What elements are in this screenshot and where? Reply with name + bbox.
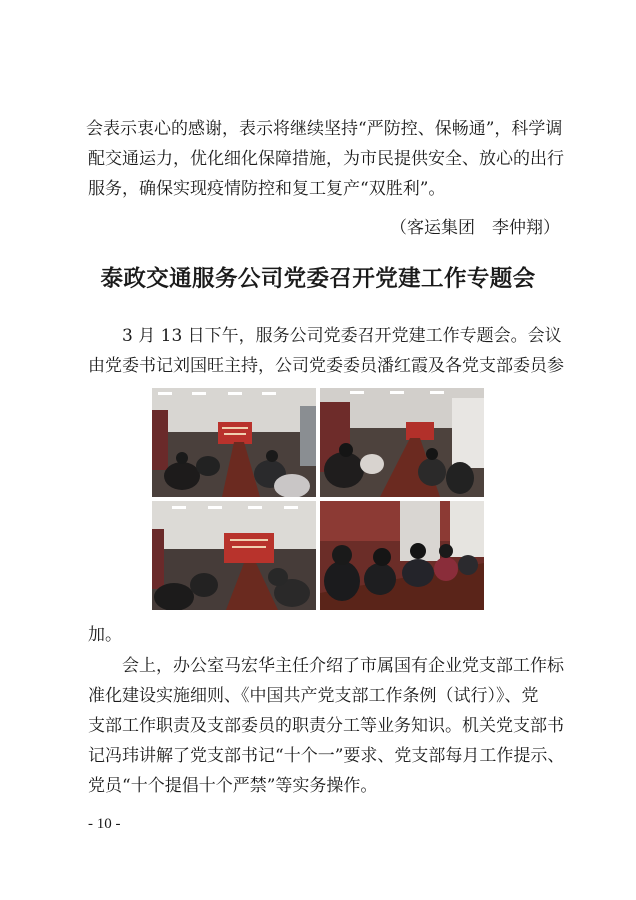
author-signature: （客运集团 李仲翔）	[390, 218, 560, 238]
intro-paragraph	[88, 321, 564, 381]
text-line: 会表示衷心的感谢，表示将继续坚持“严防控、保畅通”，科学调	[86, 119, 563, 139]
text-line: 加。	[88, 625, 122, 645]
text-line: 3 月 13 日下午，服务公司党委召开党建工作专题会。会议	[122, 326, 562, 346]
text-line: 会上，办公室马宏华主任介绍了市属国有企业党支部工作标	[122, 656, 564, 676]
article-title: 泰政交通服务公司党委召开党建工作专题会	[100, 266, 536, 292]
meeting-photo	[320, 501, 484, 610]
body-paragraph	[88, 651, 565, 801]
text-line: 配交通运力，优化细化保障措施，为市民提供安全、放心的出行	[88, 149, 564, 169]
text-line: 支部工作职责及支部委员的职责分工等业务知识。机关党支部书	[88, 716, 564, 736]
text-line: 服务，确保实现疫情防控和复工复产“双胜利”。	[88, 179, 446, 199]
text-line: 由党委书记刘国旺主持，公司党委委员潘红霞及各党支部委员参	[88, 356, 564, 376]
intro-paragraph-tail	[88, 620, 560, 650]
previous-article-paragraph	[86, 114, 564, 204]
meeting-photo	[320, 388, 484, 497]
meeting-photo	[152, 501, 316, 610]
text-line: 党员“十个提倡十个严禁”等实务操作。	[88, 776, 378, 796]
text-line: 记冯玮讲解了党支部书记“十个一”要求、党支部每月工作提示、	[88, 746, 565, 766]
meeting-photo	[152, 388, 316, 497]
text-line: 准化建设实施细则、《中国共产党支部工作条例（试行）》、党	[88, 686, 539, 706]
page-number: - 10 -	[88, 816, 121, 832]
